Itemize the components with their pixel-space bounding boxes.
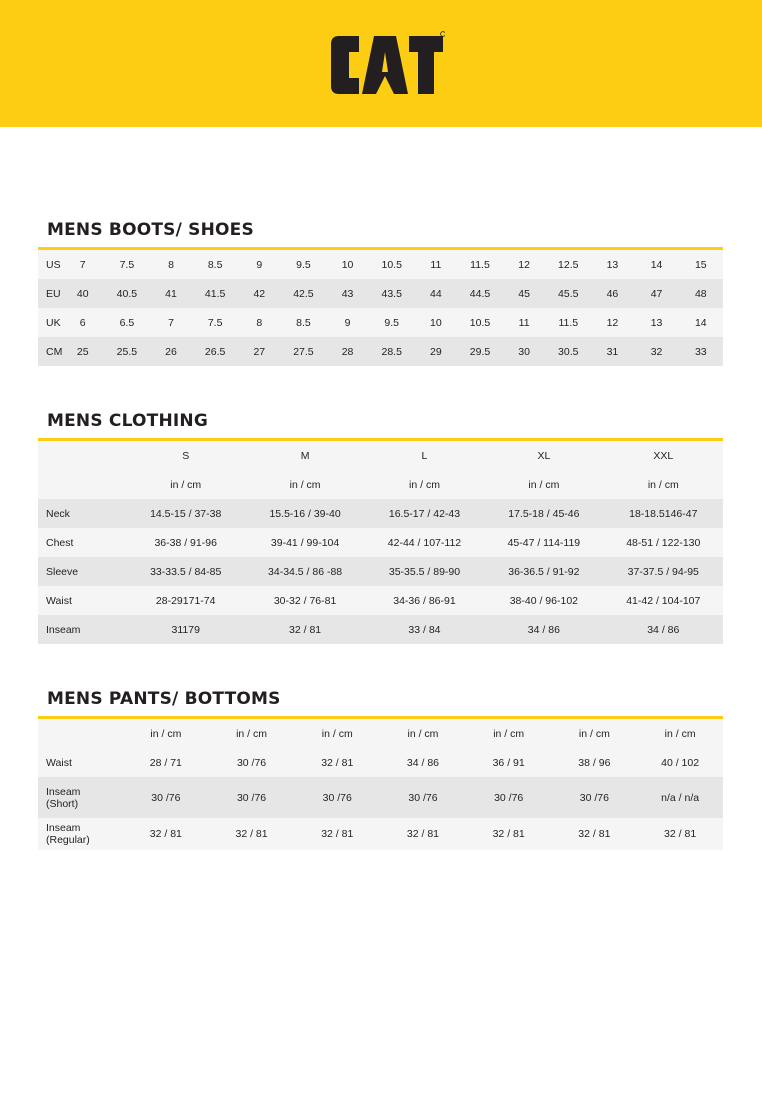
row-label: Neck [38,499,126,528]
measure-cell: 38-40 / 96-102 [484,586,603,615]
size-cell: 26 [149,337,193,366]
measure-cell: 32 / 81 [466,818,552,850]
measure-cell: 33-33.5 / 84-85 [126,557,245,586]
size-cell: 42 [237,279,281,308]
size-cell: 7 [149,308,193,337]
measure-cell: 32 / 81 [209,818,295,850]
size-cell: 45 [502,279,546,308]
unit-cell: in / cm [484,470,603,499]
size-header: S [126,441,245,470]
row-label: US [38,250,61,279]
measure-cell: 30 /76 [380,777,466,818]
size-cell: 44.5 [458,279,502,308]
size-cell: 9.5 [370,308,414,337]
size-cell: 43 [326,279,370,308]
measure-cell: 34-36 / 86-91 [365,586,484,615]
size-cell: 10 [414,308,458,337]
size-cell: 10.5 [370,250,414,279]
size-cell: 26.5 [193,337,237,366]
measure-cell: 32 / 81 [294,818,380,850]
size-cell: 6 [61,308,105,337]
size-cell: 47 [634,279,678,308]
size-cell: 40 [61,279,105,308]
measure-cell: 32 / 81 [123,818,209,850]
size-cell: 7.5 [193,308,237,337]
size-cell: 11.5 [458,250,502,279]
measure-cell: 40 / 102 [637,748,723,777]
brand-header [0,0,762,127]
measure-cell: 39-41 / 99-104 [245,528,364,557]
corner-cell [38,441,126,470]
size-cell: 7 [61,250,105,279]
size-cell: 30.5 [546,337,590,366]
size-row [38,337,723,366]
size-cell: 44 [414,279,458,308]
size-cell: 42.5 [281,279,325,308]
measure-cell: 28 / 71 [123,748,209,777]
size-cell: 25 [61,337,105,366]
measure-cell: 30 /76 [209,748,295,777]
size-cell: 41 [149,279,193,308]
size-cell: 12.5 [546,250,590,279]
cat-logo [329,30,445,98]
corner-cell [38,719,123,748]
row-label: UK [38,308,61,337]
size-header: XXL [604,441,723,470]
size-cell: 8 [237,308,281,337]
section-title: MENS CLOTHING [47,411,209,431]
unit-cell: in / cm [552,719,638,748]
measure-cell: 36-36.5 / 91-92 [484,557,603,586]
unit-cell: in / cm [380,719,466,748]
unit-cell: in / cm [209,719,295,748]
boots-size-table [38,250,723,366]
size-cell: 41.5 [193,279,237,308]
row-label: Chest [38,528,126,557]
size-cell: 11.5 [546,308,590,337]
measure-cell: 32 / 81 [380,818,466,850]
unit-row [38,719,723,748]
size-cell: 10.5 [458,308,502,337]
size-header: XL [484,441,603,470]
measure-cell: 42-44 / 107-112 [365,528,484,557]
size-cell: 9 [326,308,370,337]
measure-cell: 14.5-15 / 37-38 [126,499,245,528]
pants-size-table [38,719,723,850]
measure-cell: 32 / 81 [637,818,723,850]
measure-cell: 41-42 / 104-107 [604,586,723,615]
size-cell: 11 [414,250,458,279]
size-cell: 8 [149,250,193,279]
size-row [38,279,723,308]
row-label-line2: (Short) [46,797,79,810]
unit-cell: in / cm [126,470,245,499]
size-cell: 12 [502,250,546,279]
row-label: EU [38,279,61,308]
measure-cell: 30-32 / 76-81 [245,586,364,615]
size-cell: 28.5 [370,337,414,366]
measure-row [38,528,723,557]
measure-cell: 37-37.5 / 94-95 [604,557,723,586]
measure-cell: 30 /76 [552,777,638,818]
row-label: CM [38,337,61,366]
unit-cell: in / cm [466,719,552,748]
size-cell: 8.5 [281,308,325,337]
row-label [38,777,123,818]
size-cell: 46 [590,279,634,308]
measure-cell: 36 / 91 [466,748,552,777]
corner-cell [38,470,126,499]
unit-cell: in / cm [123,719,209,748]
row-label-line1: Inseam [46,822,81,834]
measure-cell: 30 /76 [294,777,380,818]
measure-cell: n/a / n/a [637,777,723,818]
size-cell: 48 [679,279,723,308]
size-cell: 29.5 [458,337,502,366]
size-cell: 8.5 [193,250,237,279]
measure-cell: 30 /76 [466,777,552,818]
row-label: Waist [38,586,126,615]
size-cell: 31 [590,337,634,366]
row-label-text: Waist [46,756,72,769]
measure-cell: 38 / 96 [552,748,638,777]
size-cell: 9 [237,250,281,279]
size-cell: 29 [414,337,458,366]
measure-cell: 17.5-18 / 45-46 [484,499,603,528]
size-cell: 27.5 [281,337,325,366]
size-cell: 12 [590,308,634,337]
measure-cell: 30 /76 [209,777,295,818]
size-cell: 6.5 [105,308,149,337]
measure-row [38,777,723,818]
measure-cell: 34-34.5 / 86 -88 [245,557,364,586]
size-header-row [38,441,723,470]
unit-cell: in / cm [294,719,380,748]
measure-cell: 33 / 84 [365,615,484,644]
unit-cell: in / cm [365,470,484,499]
measure-cell: 34 / 86 [484,615,603,644]
size-cell: 14 [679,308,723,337]
measure-row [38,615,723,644]
measure-cell: 31179 [126,615,245,644]
measure-cell: 35-35.5 / 89-90 [365,557,484,586]
clothing-size-table [38,441,723,644]
row-label [38,748,123,777]
row-label: Sleeve [38,557,126,586]
size-cell: 45.5 [546,279,590,308]
measure-row [38,818,723,850]
row-label [38,818,123,850]
section-title: MENS PANTS/ BOTTOMS [47,689,281,709]
size-cell: 30 [502,337,546,366]
measure-cell: 30 /76 [123,777,209,818]
size-cell: 10 [326,250,370,279]
measure-cell: 18-18.5146-47 [604,499,723,528]
measure-cell: 16.5-17 / 42-43 [365,499,484,528]
size-cell: 13 [634,308,678,337]
row-label-line1: Inseam [46,785,81,798]
measure-row [38,748,723,777]
size-header: M [245,441,364,470]
size-cell: 7.5 [105,250,149,279]
size-cell: 43.5 [370,279,414,308]
measure-cell: 32 / 81 [245,615,364,644]
row-label: Inseam [38,615,126,644]
size-row [38,250,723,279]
measure-cell: 28-29171-74 [126,586,245,615]
size-cell: 32 [634,337,678,366]
size-cell: 9.5 [281,250,325,279]
measure-cell: 34 / 86 [604,615,723,644]
size-cell: 11 [502,308,546,337]
size-cell: 15 [679,250,723,279]
unit-cell: in / cm [604,470,723,499]
unit-row [38,470,723,499]
measure-cell: 48-51 / 122-130 [604,528,723,557]
measure-cell: 36-38 / 91-96 [126,528,245,557]
unit-cell: in / cm [245,470,364,499]
unit-cell: in / cm [637,719,723,748]
measure-cell: 15.5-16 / 39-40 [245,499,364,528]
row-label-line2: (Regular) [46,834,90,846]
measure-cell: 32 / 81 [294,748,380,777]
size-cell: 13 [590,250,634,279]
size-cell: 33 [679,337,723,366]
size-header: L [365,441,484,470]
measure-row [38,499,723,528]
measure-cell: 32 / 81 [552,818,638,850]
measure-cell: 34 / 86 [380,748,466,777]
measure-row [38,586,723,615]
size-cell: 40.5 [105,279,149,308]
section-title: MENS BOOTS/ SHOES [47,220,254,240]
size-cell: 28 [326,337,370,366]
size-cell: 27 [237,337,281,366]
measure-cell: 45-47 / 114-119 [484,528,603,557]
size-cell: 25.5 [105,337,149,366]
size-row [38,308,723,337]
measure-row [38,557,723,586]
size-cell: 14 [634,250,678,279]
